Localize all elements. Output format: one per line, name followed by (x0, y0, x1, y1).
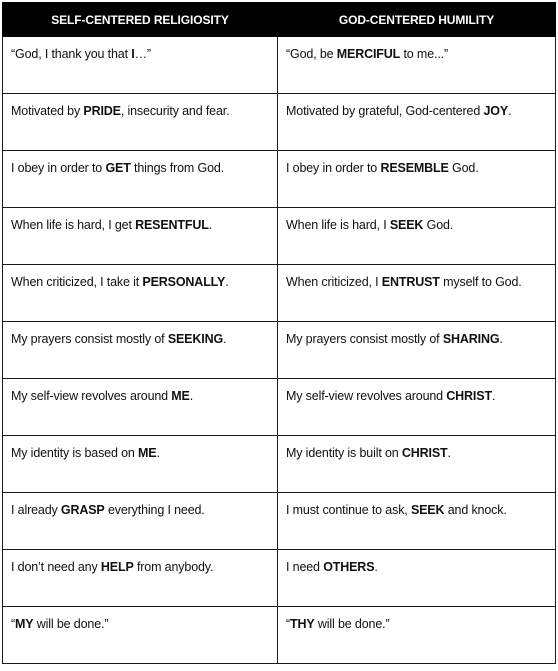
emphasis-word: MY (15, 617, 34, 631)
text-segment: God. (448, 161, 479, 175)
cell-text (11, 493, 277, 518)
cell-text (286, 151, 555, 176)
emphasis-word: ME (171, 389, 190, 403)
text-segment: and knock. (444, 503, 507, 517)
table-row (3, 550, 556, 607)
text-segment: . (499, 332, 503, 346)
text-segment: When life is hard, I (286, 218, 390, 232)
god-centered-cell (278, 379, 556, 436)
column-header-self-centered: SELF-CENTERED RELIGIOSITY (3, 3, 278, 37)
emphasis-word: SEEK (389, 218, 424, 232)
cell-text (286, 436, 555, 461)
text-segment: …” (134, 47, 151, 61)
emphasis-word: CHRIST (401, 446, 448, 460)
god-centered-cell (278, 151, 556, 208)
god-centered-cell (278, 37, 556, 94)
emphasis-word: RESEMBLE (380, 161, 449, 175)
god-centered-cell (278, 436, 556, 493)
emphasis-word: PRIDE (83, 104, 121, 118)
cell-text (286, 37, 555, 62)
text-segment: “God, be (286, 47, 337, 61)
cell-text (11, 94, 277, 119)
table-row (3, 493, 556, 550)
text-segment: . (447, 446, 451, 460)
text-segment: , insecurity and fear. (120, 104, 230, 118)
column-header-god-centered: GOD-CENTERED HUMILITY (278, 3, 556, 37)
cell-text (11, 379, 277, 404)
table-row (3, 208, 556, 265)
comparison-table (2, 2, 556, 664)
text-segment: God. (423, 218, 454, 232)
table-row (3, 151, 556, 208)
cell-text (11, 436, 277, 461)
text-segment: “ (11, 617, 16, 631)
cell-text (11, 550, 277, 575)
text-segment: . (508, 104, 512, 118)
table-body (3, 37, 556, 664)
text-segment: . (225, 275, 229, 289)
emphasis-word: HELP (100, 560, 134, 574)
god-centered-cell (278, 607, 556, 664)
emphasis-word: I (131, 47, 135, 61)
text-segment: . (223, 332, 227, 346)
self-centered-cell (3, 436, 278, 493)
text-segment: I need (286, 560, 324, 574)
cell-text (11, 37, 277, 62)
table-header-row (3, 3, 556, 37)
text-segment: from anybody. (133, 560, 214, 574)
comparison-table-container (2, 2, 555, 668)
self-centered-cell (3, 265, 278, 322)
text-segment: Motivated by grateful, God-centered (286, 104, 484, 118)
emphasis-word: MERCIFUL (336, 47, 401, 61)
emphasis-word: ME (138, 446, 157, 460)
table-row (3, 94, 556, 151)
text-segment: I don’t need any (11, 560, 101, 574)
text-segment: My identity is built on (286, 446, 402, 460)
text-segment: everything I need. (104, 503, 205, 517)
table-row (3, 436, 556, 493)
text-segment: Motivated by (11, 104, 84, 118)
god-centered-cell (278, 208, 556, 265)
cell-text (286, 607, 555, 632)
cell-text (11, 322, 277, 347)
text-segment: I obey in order to (286, 161, 381, 175)
text-segment: My prayers consist mostly of (286, 332, 443, 346)
emphasis-word: ENTRUST (381, 275, 440, 289)
text-segment: My self-view revolves around (286, 389, 447, 403)
cell-text (286, 94, 555, 119)
text-segment: When criticized, I take it (11, 275, 143, 289)
emphasis-word: JOY (483, 104, 509, 118)
text-segment: “ (286, 617, 291, 631)
cell-text (11, 151, 277, 176)
god-centered-cell (278, 265, 556, 322)
self-centered-cell (3, 37, 278, 94)
text-segment: . (189, 389, 194, 403)
text-segment: My self-view revolves around (11, 389, 172, 403)
cell-text (286, 493, 555, 518)
self-centered-cell (3, 379, 278, 436)
text-segment: . (491, 389, 496, 403)
text-segment: to me...” (400, 47, 448, 61)
text-segment: When criticized, I (286, 275, 382, 289)
self-centered-cell (3, 607, 278, 664)
text-segment: . (156, 446, 160, 460)
emphasis-word: SHARING (442, 332, 500, 346)
text-segment: When life is hard, I get (11, 218, 136, 232)
table-row (3, 322, 556, 379)
table-row (3, 379, 556, 436)
text-segment: My prayers consist mostly of (11, 332, 168, 346)
god-centered-cell (278, 550, 556, 607)
text-segment: myself to God. (439, 275, 522, 289)
table-row (3, 607, 556, 664)
text-segment: . (374, 560, 378, 574)
emphasis-word: GRASP (60, 503, 105, 517)
self-centered-cell (3, 208, 278, 265)
god-centered-cell (278, 322, 556, 379)
emphasis-word: SEEK (410, 503, 445, 517)
text-segment: will be done.” (33, 617, 109, 631)
self-centered-cell (3, 151, 278, 208)
cell-text (286, 550, 555, 575)
text-segment: . (208, 218, 213, 232)
cell-text (286, 208, 555, 233)
self-centered-cell (3, 322, 278, 379)
god-centered-cell (278, 94, 556, 151)
text-segment: I already (11, 503, 61, 517)
emphasis-word: RESENTFUL (135, 218, 209, 232)
text-segment: “God, I thank you that (11, 47, 132, 61)
self-centered-cell (3, 493, 278, 550)
emphasis-word: OTHERS (323, 560, 375, 574)
text-segment: will be done.” (314, 617, 390, 631)
cell-text (286, 379, 555, 404)
cell-text (11, 208, 277, 233)
emphasis-word: SEEKING (167, 332, 224, 346)
emphasis-word: CHRIST (446, 389, 492, 403)
text-segment: My identity is based on (11, 446, 139, 460)
cell-text (286, 322, 555, 347)
self-centered-cell (3, 550, 278, 607)
emphasis-word: PERSONALLY (142, 275, 226, 289)
cell-text (286, 265, 555, 290)
text-segment: I obey in order to (11, 161, 106, 175)
emphasis-word: THY (290, 617, 315, 631)
self-centered-cell (3, 94, 278, 151)
emphasis-word: GET (105, 161, 131, 175)
table-row (3, 37, 556, 94)
table-row (3, 265, 556, 322)
text-segment: I must continue to ask, (286, 503, 411, 517)
cell-text (11, 607, 277, 632)
god-centered-cell (278, 493, 556, 550)
cell-text (11, 265, 277, 290)
text-segment: things from God. (130, 161, 225, 175)
